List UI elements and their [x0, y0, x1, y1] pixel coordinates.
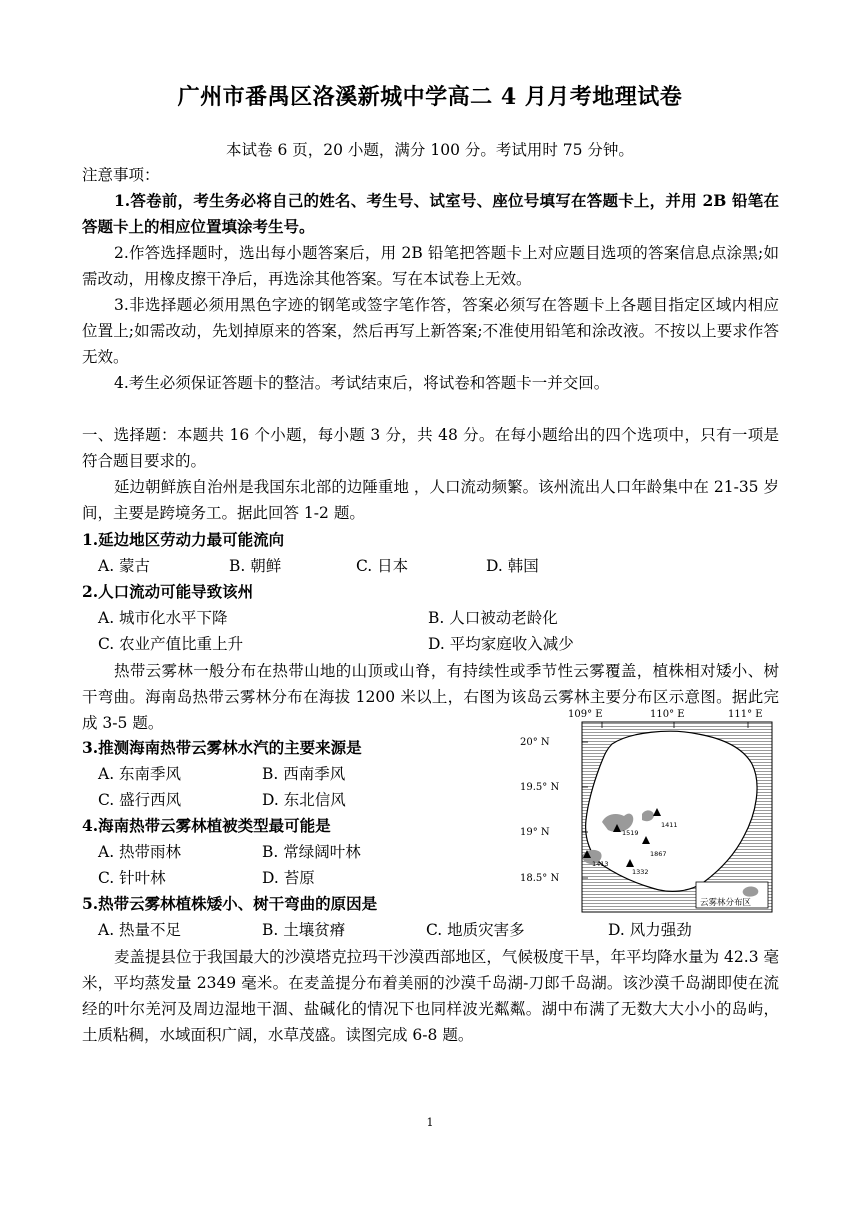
option-a[interactable]: A. 热量不足: [98, 921, 182, 939]
peak-elevation: 1867: [650, 850, 667, 858]
option-b[interactable]: B. 朝鲜: [229, 557, 282, 575]
question-4: 4.海南热带云雾林植被类型最可能是: [82, 816, 331, 835]
passage-2: 热带云雾林一般分布在热带山地的山顶或山脊，有持续性或季节性云雾覆盖，植株相对矮小、树干弯曲。海南岛热带云雾林分布在海拔 1200 米以上，右图为该岛云雾林主要分布区示意图。据此完成 3-5 题。: [82, 662, 779, 732]
lon-label: 109° E: [568, 709, 603, 720]
option-c[interactable]: C. 农业产值比重上升: [98, 635, 244, 653]
option-c[interactable]: C. 针叶林: [98, 869, 166, 887]
option-b[interactable]: B. 土壤贫瘠: [262, 921, 346, 939]
lon-label: 110° E: [650, 709, 685, 720]
passage-1: 延边朝鲜族自治州是我国东北部的边陲重地 ，人口流动频繁。该州流出人口年龄集中在 21-35 岁间，主要是跨境务工。据此回答 1-2 题。: [82, 478, 779, 522]
peak-elevation: 1519: [622, 829, 639, 837]
option-d[interactable]: D. 苔原: [262, 869, 315, 887]
option-a[interactable]: A. 热带雨林: [98, 843, 182, 861]
passage-3: 麦盖提县位于我国最大的沙漠塔克拉玛干沙漠西部地区，气候极度干旱，年平均降水量为 42.3 毫米，平均蒸发量 2349 毫米。在麦盖提分布着美丽的沙漠千岛湖-刀郎千岛湖。该沙漠千岛湖即使在流经的叶尔羌河及周边湿地干涸、盐碱化的情况下也同样波光粼粼。湖中布满了无数大大小小的岛屿，土质粘稠，水域面积广阔，水草茂盛。读图完成 6-8 题。: [82, 948, 779, 1044]
lat-label: 20° N: [520, 737, 550, 748]
lat-label: 18.5° N: [520, 873, 560, 884]
question-5: 5.热带云雾林植株矮小、树干弯曲的原因是: [82, 894, 378, 913]
legend-label: 云雾林分布区: [700, 898, 752, 908]
lon-label: 111° E: [728, 709, 763, 720]
lat-label: 19° N: [520, 827, 550, 838]
peak-elevation: 1332: [632, 868, 649, 876]
option-b[interactable]: B. 人口被动老龄化: [428, 609, 558, 627]
option-c[interactable]: C. 盛行西风: [98, 791, 182, 809]
question-1: 1.延边地区劳动力最可能流向: [82, 530, 285, 549]
option-c[interactable]: C. 日本: [356, 557, 409, 575]
page-number: 1: [426, 1116, 434, 1129]
notice-3: 3.非选择题必须用黑色字迹的钢笔或签字笔作答，答案必须写在答题卡上各题目指定区域内相应位置上;如需改动，先划掉原来的答案，然后再写上新答案;不准使用铅笔和涂改液。不按以上要求作答无效。: [82, 296, 779, 366]
notice-heading: 注意事项：: [82, 166, 160, 184]
page-title: 广州市番禺区洛溪新城中学高二 4 月月考地理试卷: [177, 84, 683, 110]
question-2: 2.人口流动可能导致该州: [82, 582, 254, 601]
section-heading: 一、选择题：本题共 16 个小题，每小题 3 分，共 48 分。在每小题给出的四个选项中，只有一项是符合题目要求的。: [82, 426, 779, 470]
option-b[interactable]: B. 常绿阔叶林: [262, 843, 361, 861]
option-a[interactable]: A. 蒙古: [98, 557, 151, 575]
lat-label: 19.5° N: [520, 782, 560, 793]
exam-info: 本试卷 6 页，20 小题，满分 100 分。考试用时 75 分钟。: [226, 141, 634, 159]
notice-2: 2.作答选择题时，选出每小题答案后，用 2B 铅笔把答题卡上对应题目选项的答案信息点涂黑;如需改动，用橡皮擦干净后，再选涂其他答案。写在本试卷上无效。: [82, 244, 779, 288]
option-d[interactable]: D. 韩国: [486, 557, 539, 575]
notice-1: 1.答卷前，考生务必将自己的姓名、考生号、试室号、座位号填写在答题卡上，并用 2B 铅笔在答题卡上的相应位置填涂考生号。: [82, 191, 779, 236]
hainan-cloud-forest-map: [520, 704, 780, 914]
notice-4: 4.考生必须保证答题卡的整洁。考试结束后，将试卷和答题卡一并交回。: [114, 374, 610, 392]
option-a[interactable]: A. 城市化水平下降: [98, 609, 228, 627]
peak-elevation: 1411: [661, 821, 678, 829]
question-3: 3.推测海南热带云雾林水汽的主要来源是: [82, 738, 362, 757]
option-d[interactable]: D. 东北信风: [262, 791, 346, 809]
option-d[interactable]: D. 风力强劲: [608, 921, 692, 939]
peak-elevation: 1413: [592, 860, 609, 868]
option-d[interactable]: D. 平均家庭收入减少: [428, 635, 574, 653]
option-a[interactable]: A. 东南季风: [98, 765, 182, 783]
option-c[interactable]: C. 地质灾害多: [426, 921, 525, 939]
option-b[interactable]: B. 西南季风: [262, 765, 346, 783]
